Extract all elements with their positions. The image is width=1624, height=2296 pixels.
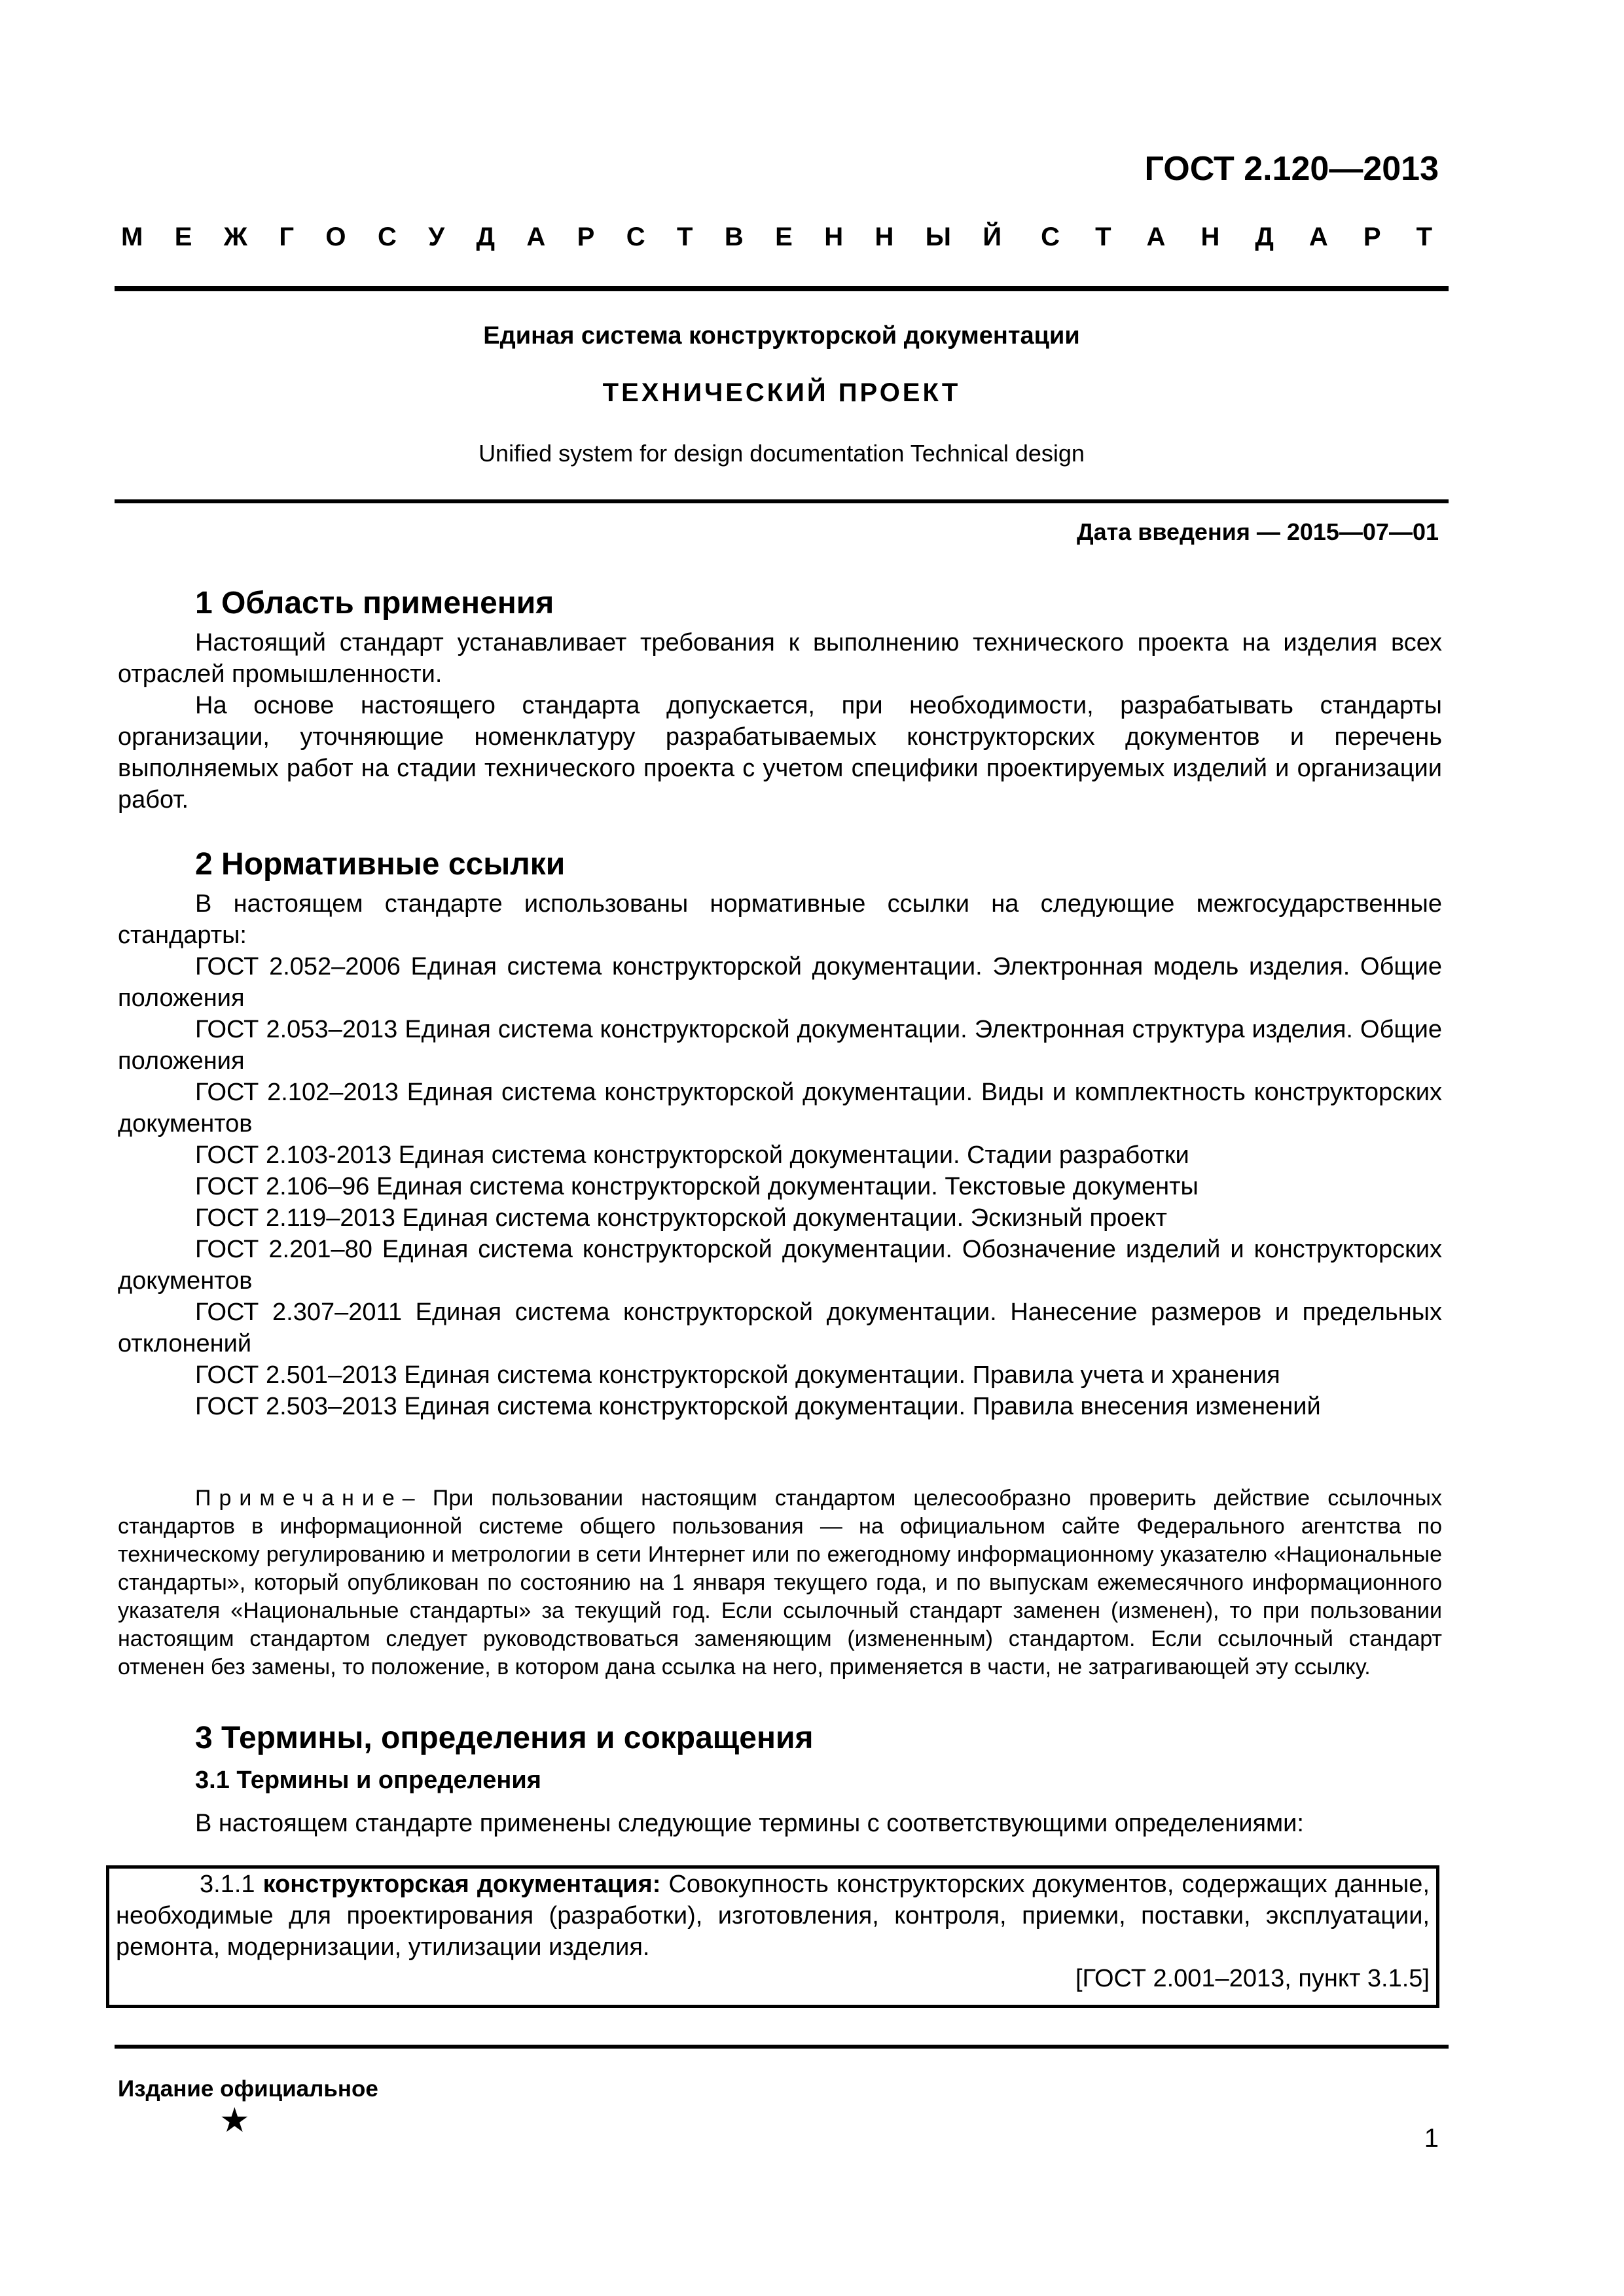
footer-divider bbox=[115, 2045, 1449, 2049]
banner-letter: С bbox=[626, 223, 645, 251]
document-title: ТЕХНИЧЕСКИЙ ПРОЕКТ bbox=[602, 378, 961, 407]
banner-letter: Т bbox=[1095, 223, 1111, 251]
banner-letter: М bbox=[121, 223, 143, 251]
banner-letter: А bbox=[1308, 223, 1328, 251]
banner-letter: В bbox=[724, 223, 744, 251]
term-source: [ГОСТ 2.001–2013, пункт 3.1.5] bbox=[1075, 1965, 1430, 1992]
banner-letter: Н bbox=[824, 223, 844, 251]
interstate-standard-banner bbox=[121, 223, 1432, 252]
banner-letter: Т bbox=[677, 223, 693, 251]
term-definition-text: Совокупность конструкторских документов, содержащих данные, необходимые для проектирования (разработки), изготовления, контроля, приемки, поставки, эксплуатации, ремонта, модернизации, утилизации изделия. bbox=[116, 1871, 1430, 1961]
section-scope bbox=[118, 588, 1442, 816]
english-title: Unified system for design documentation Technical design bbox=[478, 440, 1085, 467]
reference-item: ГОСТ 2.503–2013 Единая система конструкторской документации. Правила внесения изменений bbox=[195, 1393, 1321, 1420]
reference-item: ГОСТ 2.501–2013 Единая система конструкторской документации. Правила учета и хранения bbox=[195, 1361, 1280, 1389]
banner-gap bbox=[1001, 223, 1041, 252]
paragraph: На основе настоящего стандарта допускается, при необходимости, разрабатывать стандарты организации, уточняющие номенклатуру разрабатываемых конструкторских документов и перечень выполняемых работ на стадии технического проекта с учетом специфики проектируемых изделий и организации работ. bbox=[118, 692, 1442, 814]
paragraph: В настоящем стандарте применены следующие термины с соответствующими определениями: bbox=[195, 1810, 1304, 1837]
term-name: конструкторская документация: bbox=[262, 1871, 661, 1898]
system-name: Единая система конструкторской документации bbox=[483, 322, 1080, 350]
banner-letter: Й bbox=[983, 223, 1002, 251]
banner-letter: Н bbox=[875, 223, 894, 251]
section-normative-references bbox=[118, 849, 1442, 1422]
paragraph: Настоящий стандарт устанавливает требования к выполнению технического проекта на изделия всех отраслей промышленности. bbox=[118, 629, 1442, 688]
reference-item: ГОСТ 2.052–2006 Единая система конструкторской документации. Электронная модель изделия. Общие положения bbox=[118, 953, 1442, 1012]
section-heading: 1 Область применения bbox=[195, 586, 554, 620]
section-terms bbox=[118, 1723, 1442, 1839]
banner-letter: Н bbox=[1200, 223, 1220, 251]
reference-item: ГОСТ 2.201–80 Единая система конструкторской документации. Обозначение изделий и конструкторских документов bbox=[118, 1236, 1442, 1295]
banner-letter: Т bbox=[1416, 223, 1432, 251]
reference-item: ГОСТ 2.106–96 Единая система конструкторской документации. Текстовые документы bbox=[195, 1173, 1199, 1200]
official-edition-label: Издание официальное bbox=[118, 2076, 378, 2102]
term-definition bbox=[116, 1869, 1430, 1963]
banner-letter: С bbox=[377, 223, 397, 251]
page-number: 1 bbox=[1424, 2124, 1439, 2153]
banner-letter: А bbox=[526, 223, 546, 251]
note-paragraph bbox=[118, 1484, 1442, 1681]
banner-letter: Г bbox=[279, 223, 295, 251]
note-block bbox=[118, 1484, 1442, 1681]
standard-word bbox=[1041, 223, 1432, 252]
reference-item: ГОСТ 2.102–2013 Единая система конструкторской документации. Виды и комплектность конструкторских документов bbox=[118, 1079, 1442, 1138]
banner-letter: С bbox=[1041, 223, 1060, 251]
banner-letter: Р bbox=[1363, 223, 1381, 251]
introduction-date: Дата введения — 2015—07—01 bbox=[1076, 518, 1439, 545]
banner-letter: Д bbox=[1255, 223, 1274, 251]
banner-letter: Ы bbox=[925, 223, 951, 251]
banner-letter: У bbox=[428, 223, 445, 251]
banner-letter: О bbox=[325, 223, 346, 251]
top-divider bbox=[115, 286, 1449, 291]
banner-letter: Е bbox=[775, 223, 793, 251]
title-divider bbox=[115, 499, 1449, 503]
section-heading: 2 Нормативные ссылки bbox=[195, 847, 566, 882]
reference-item: ГОСТ 2.119–2013 Единая система конструкторской документации. Эскизный проект bbox=[195, 1204, 1167, 1232]
banner-letter: Д bbox=[476, 223, 495, 251]
reference-item: ГОСТ 2.053–2013 Единая система конструкторской документации. Электронная структура изделия. Общие положения bbox=[118, 1016, 1442, 1075]
section-heading: 3 Термины, определения и сокращения bbox=[195, 1721, 814, 1755]
banner-letter: Е bbox=[174, 223, 192, 251]
term-definition-box bbox=[106, 1865, 1439, 2008]
banner-letter: А bbox=[1146, 223, 1166, 251]
paragraph: В настоящем стандарте использованы нормативные ссылки на следующие межгосударственные стандарты: bbox=[118, 890, 1442, 949]
banner-letter: Ж bbox=[223, 223, 247, 251]
banner-letter: Р bbox=[577, 223, 595, 251]
note-label: Примечание bbox=[195, 1486, 403, 1511]
term-number: 3.1.1 bbox=[200, 1871, 255, 1898]
reference-item: ГОСТ 2.103-2013 Единая система конструкторской документации. Стадии разработки bbox=[195, 1141, 1189, 1169]
note-text: – При пользовании настоящим стандартом целесообразно проверить действие ссылочных стандартов в информационной системе общего пользования — на официальном сайте Федерального агентства по техническому регулированию и метрологии в сети Интернет или по ежегодному информационному указателю «Национальные стандарты», который опубликован по состоянию на 1 января текущего года, и по выпускам ежемесячного информационного указателя «Национальные стандарты» за текущий год. Если ссылочный стандарт заменен (изменен), то при пользовании настоящим стандартом следует руководствоваться заменяющим (измененным) стандартом. Если ссылочный стандарт отменен без замены, то положение, в котором дана ссылка на него, применяется в части, не затрагивающей эту ссылку. bbox=[118, 1486, 1442, 1679]
interstate-word bbox=[121, 223, 1001, 252]
subsection-heading: 3.1 Термины и определения bbox=[195, 1767, 541, 1794]
document-number: ГОСТ 2.120—2013 bbox=[1144, 150, 1439, 188]
reference-item: ГОСТ 2.307–2011 Единая система конструкторской документации. Нанесение размеров и предельных отклонений bbox=[118, 1299, 1442, 1357]
star-icon: ★ bbox=[219, 2102, 250, 2140]
